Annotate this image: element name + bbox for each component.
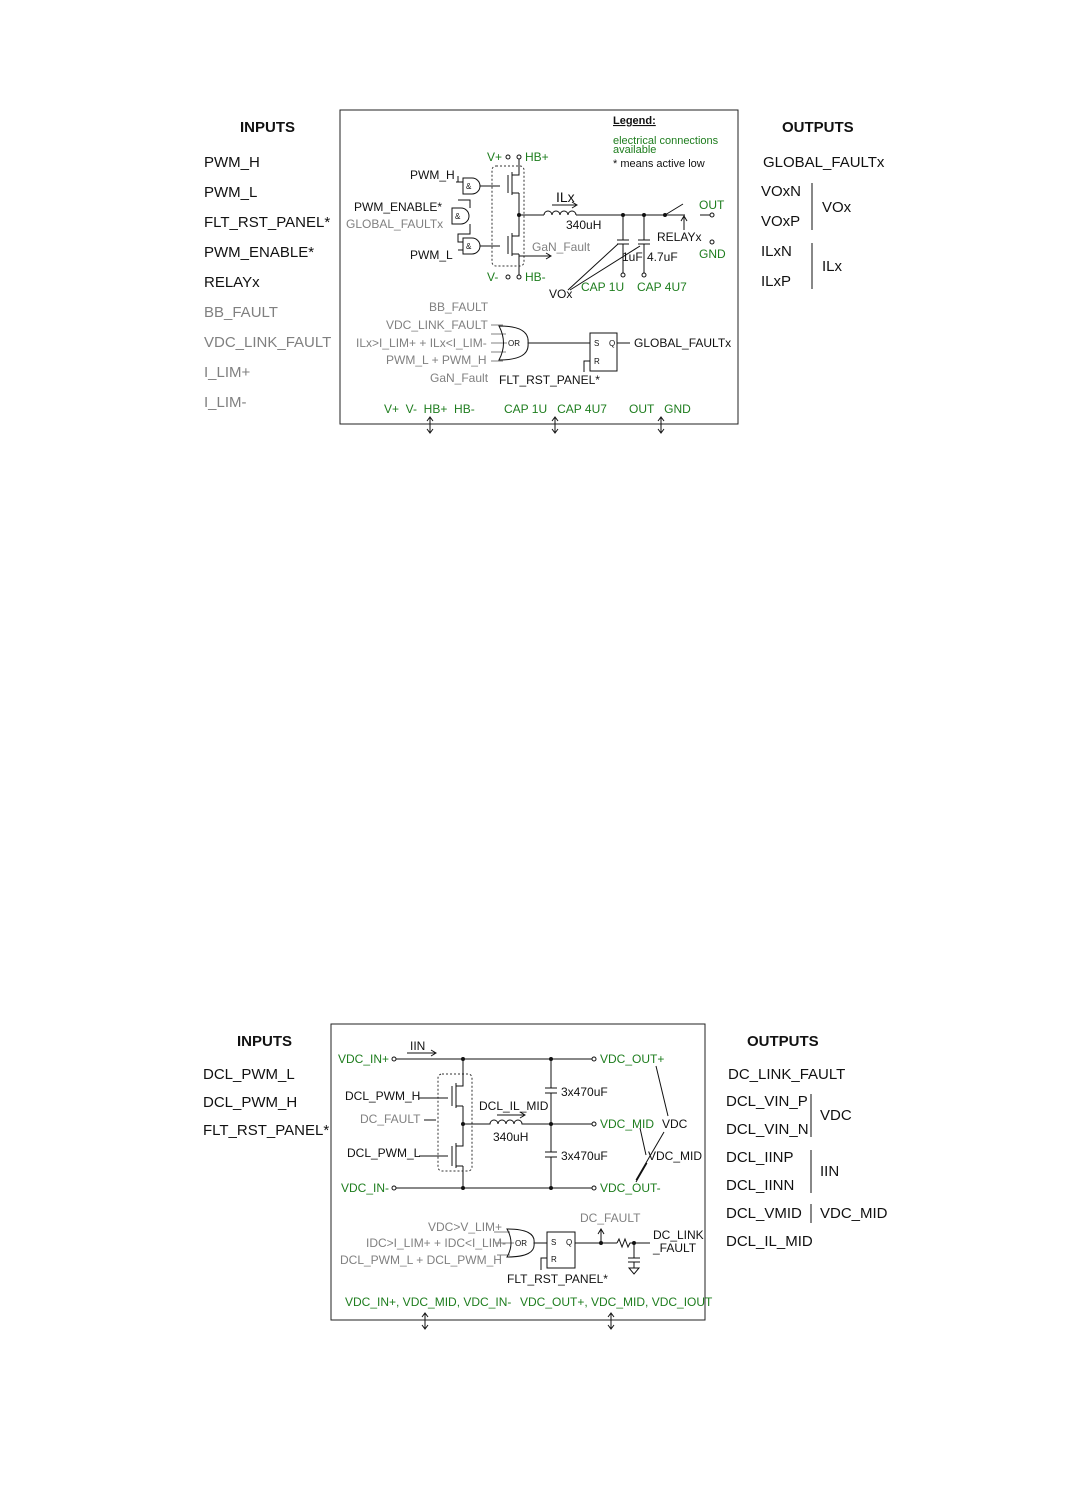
dcl-il-mid-label: DCL_IL_MID <box>479 1099 549 1113</box>
legend <box>613 115 719 170</box>
dcl-pwm-h-gate-label: DCL_PWM_H <box>345 1089 421 1103</box>
vdc-mid-measure-label: VDC_MID <box>648 1149 703 1163</box>
top-output-global-fault: GLOBAL_FAULTx <box>763 154 885 171</box>
and-symbol-enable: & <box>455 212 461 221</box>
vdc-mid-terminal <box>592 1122 596 1126</box>
cap1-terminal <box>621 273 625 277</box>
ilx-current-label: ILx <box>556 189 575 205</box>
latch-s-bottom: S <box>551 1238 557 1247</box>
connector-arrow-1 <box>427 417 433 433</box>
bottom-input-dcl-pwm-l: DCL_PWM_L <box>203 1066 295 1083</box>
latch-r-bottom: R <box>551 1255 557 1264</box>
vox-label: VOx <box>549 287 573 301</box>
fault-cap-to-ground <box>628 1243 640 1274</box>
dc-link-fault-label-2: _FAULT <box>653 1241 697 1255</box>
vdc-mid-label: VDC_MID <box>600 1117 655 1131</box>
bottom-bottom-pins <box>345 1295 713 1329</box>
top-diagram <box>204 110 885 433</box>
out-terminal <box>710 213 714 217</box>
dcl-pins-group-in: VDC_IN+, VDC_MID, VDC_IN- <box>345 1295 512 1309</box>
gnd-label: GND <box>699 247 726 261</box>
half-bridge <box>346 150 591 284</box>
dcl-gate-wires <box>419 1098 448 1156</box>
pins-group-caps: CAP 1U CAP 4U7 <box>504 402 607 416</box>
gan-fault-label: GaN_Fault <box>532 240 591 254</box>
vdc-out-plus-terminal <box>592 1057 596 1061</box>
vdc-out-plus-label: VDC_OUT+ <box>600 1052 665 1066</box>
cap1-value: 1uF <box>622 250 643 264</box>
legend-line-2: available <box>613 144 657 156</box>
bottom-output-vin-p: DCL_VIN_P <box>726 1093 808 1110</box>
top-outputs-title: OUTPUTS <box>782 119 854 136</box>
and-symbol-low: & <box>466 242 472 251</box>
pins-group-output: OUT GND <box>629 402 691 416</box>
dcl-pins-group-out: VDC_OUT+, VDC_MID, VDC_IOUT <box>520 1295 713 1309</box>
inductor-value: 340uH <box>566 218 602 232</box>
hb-minus-terminal <box>517 275 521 279</box>
bottom-output-vdc-group: VDC <box>820 1107 852 1124</box>
pwm-l-gate-label: PWM_L <box>410 248 453 262</box>
bottom-output-vmid-group: VDC_MID <box>820 1205 888 1222</box>
top-output-ilxn: ILxN <box>761 243 792 260</box>
legend-line-1: electrical connections <box>613 135 719 147</box>
cap1-symbol <box>617 215 629 273</box>
legend-title: Legend: <box>613 115 656 127</box>
top-input-vdc-link-fault: VDC_LINK_FAULT <box>204 334 332 351</box>
bottom-diagram <box>203 1024 888 1329</box>
or-inputs <box>491 325 507 361</box>
fault-in-gan: GaN_Fault <box>430 371 489 385</box>
latch-q-bottom: Q <box>566 1238 573 1247</box>
dcl-high-side-fet <box>452 1059 477 1124</box>
cap2-terminal <box>642 273 646 277</box>
dcl-inductor <box>477 1120 592 1124</box>
latch-wiring-top <box>584 343 630 372</box>
switch-node <box>517 213 521 217</box>
bottom-input-flt-rst-panel: FLT_RST_PANEL* <box>203 1122 330 1139</box>
iin-label: IIN <box>410 1039 426 1053</box>
and-symbol-high: & <box>466 182 472 191</box>
bottom-input-dcl-pwm-h: DCL_PWM_H <box>203 1094 298 1111</box>
top-v-plus-label: V+ <box>487 150 503 164</box>
v-minus-terminal <box>506 275 510 279</box>
v-plus-terminal <box>506 155 510 159</box>
vdc-in-minus-terminal <box>392 1186 396 1190</box>
dcl-switch-node <box>461 1122 465 1126</box>
or-label-bottom: OR <box>515 1239 527 1248</box>
connector-arrow-3 <box>658 417 664 433</box>
inductor-coil <box>544 211 576 215</box>
global-fault-output-label: GLOBAL_FAULTx <box>634 336 732 350</box>
top-input-pwm-l: PWM_L <box>204 184 258 201</box>
dc-fault-output-label: DC_FAULT <box>580 1211 641 1225</box>
bottom-output-iinp: DCL_IINP <box>726 1149 794 1166</box>
top-input-flt-rst-panel: FLT_RST_PANEL* <box>204 214 331 231</box>
legend-line-3: * means active low <box>613 158 705 170</box>
dc-fault-arrow <box>598 1229 604 1243</box>
fault-in-bb: BB_FAULT <box>429 300 489 314</box>
bottom-output-vin-n: DCL_VIN_N <box>726 1121 809 1138</box>
vdc-out-minus-label: VDC_OUT- <box>600 1181 661 1195</box>
gnd-terminal <box>710 240 714 244</box>
top-inputs-title: INPUTS <box>240 119 296 136</box>
dc-link-fault-label-1: DC_LINK <box>653 1228 704 1242</box>
vdc-measure-label: VDC <box>662 1117 688 1131</box>
cap-4u7-label: CAP 4U7 <box>637 280 687 294</box>
vdc-in-plus-terminal <box>392 1057 396 1061</box>
latch-r-top: R <box>594 357 600 366</box>
bottom-inputs-title: INPUTS <box>237 1033 293 1050</box>
bottom-fault-logic <box>340 1211 704 1286</box>
top-output-ilxp: ILxP <box>761 273 792 290</box>
pwm-enable-gate-label: PWM_ENABLE* <box>354 200 443 214</box>
vdc-in-plus-label: VDC_IN+ <box>338 1052 390 1066</box>
top-bottom-pins <box>384 402 691 433</box>
bottom-output-iinn: DCL_IINN <box>726 1177 795 1194</box>
bottom-outputs-title: OUTPUTS <box>747 1033 819 1050</box>
bottom-output-iin-group: IIN <box>820 1163 840 1180</box>
top-input-relayx: RELAYx <box>204 274 260 291</box>
hb-plus-terminal <box>517 155 521 159</box>
top-output-vox-group: VOx <box>822 199 852 216</box>
relay-control-arrow <box>681 216 687 230</box>
latch-q-top: Q <box>609 339 616 348</box>
cap2-symbol <box>638 215 650 273</box>
flt-rst-label-top: FLT_RST_PANEL* <box>499 373 600 387</box>
dcl-fault-in-idc: IDC>I_LIM+ + IDC<I_LIM- <box>366 1236 507 1250</box>
cap-bot-value: 3x470uF <box>561 1149 608 1163</box>
fault-in-ilx-lim: ILx>I_LIM+ + ILx<I_LIM- <box>356 336 487 350</box>
fault-in-vdc-link: VDC_LINK_FAULT <box>386 318 488 332</box>
pins-group-power: V+ V- HB+ HB- <box>384 402 475 416</box>
latch-s-top: S <box>594 339 600 348</box>
dcl-low-side-fet <box>452 1124 463 1188</box>
bottom-output-il-mid: DCL_IL_MID <box>726 1233 813 1250</box>
top-hb-minus-label: HB- <box>525 270 546 284</box>
cap-1u-label: CAP 1U <box>581 280 625 294</box>
dc-link-power-stage <box>338 1039 702 1195</box>
flt-rst-label-bottom: FLT_RST_PANEL* <box>507 1272 608 1286</box>
dcl-fault-in-pwm: DCL_PWM_L + DCL_PWM_H <box>340 1253 502 1267</box>
fault-in-pwm-overlap: PWM_L + PWM_H <box>386 353 487 367</box>
top-input-i-lim-plus: I_LIM+ <box>204 364 251 381</box>
top-fault-logic <box>356 300 731 387</box>
top-output-voxp: VOxP <box>761 213 801 230</box>
or-label-top: OR <box>508 339 520 348</box>
top-input-pwm-enable: PWM_ENABLE* <box>204 244 315 261</box>
global-fault-gate-label: GLOBAL_FAULTx <box>346 217 444 231</box>
top-output-voxn: VOxN <box>761 183 802 200</box>
vdc-in-minus-label: VDC_IN- <box>341 1181 390 1195</box>
cap-top-value: 3x470uF <box>561 1085 608 1099</box>
dcl-connector-arrow-2 <box>608 1313 614 1329</box>
top-input-bb-fault: BB_FAULT <box>204 304 278 321</box>
top-v-minus-label: V- <box>487 270 499 284</box>
dcl-pwm-l-gate-label: DCL_PWM_L <box>347 1146 421 1160</box>
cap2-value: 4.7uF <box>647 250 678 264</box>
dcl-fault-in-vdc: VDC>V_LIM+ <box>428 1220 503 1234</box>
top-input-pwm-h: PWM_H <box>204 154 260 171</box>
top-input-i-lim-minus: I_LIM- <box>204 394 247 411</box>
dcl-connector-arrow-1 <box>422 1313 428 1329</box>
connector-arrow-2 <box>552 417 558 433</box>
out-label: OUT <box>699 198 725 212</box>
relay-label: RELAYx <box>657 230 702 244</box>
dcl-inductor-value: 340uH <box>493 1130 529 1144</box>
low-side-fet <box>508 215 519 275</box>
bottom-output-vmid: DCL_VMID <box>726 1205 802 1222</box>
top-hb-plus-label: HB+ <box>525 150 549 164</box>
high-side-fet <box>508 159 544 215</box>
dc-fault-gate-label: DC_FAULT <box>360 1112 421 1126</box>
vdc-out-minus-terminal <box>592 1186 596 1190</box>
top-output-ilx-group: ILx <box>822 258 843 275</box>
pwm-h-gate-label: PWM_H <box>410 168 455 182</box>
bottom-output-dc-link-fault: DC_LINK_FAULT <box>728 1066 846 1083</box>
